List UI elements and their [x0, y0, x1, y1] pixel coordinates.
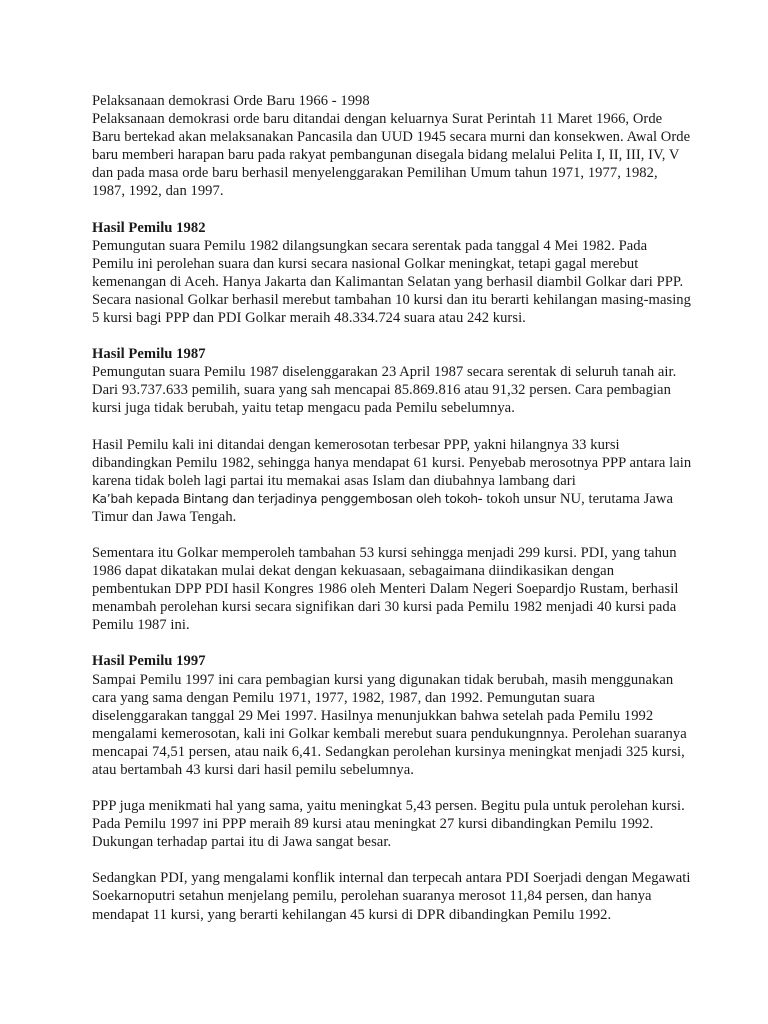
section-heading-1982: Hasil Pemilu 1982 — [92, 219, 206, 236]
section-heading-1997: Hasil Pemilu 1997 — [92, 653, 206, 670]
section-1987-paragraph-2-part-b: Ka’bah kepada Bintang dan terjadinya penggembosan oleh tokoh — [92, 491, 478, 506]
section-1987-paragraph-2-part-a: Hasil Pemilu kali ini ditandai dengan kemerosotan terbesar PPP, yakni hilangnya 33 kursi dibandingkan Pemilu 1982, sehingga hanya mendapat 61 kursi. Penyebab merosotnya PPP antara lain karena tidak boleh lagi partai itu memakai asas Islam dan diubahnya lambang dari — [92, 436, 692, 489]
section-1987-paragraph-3: Sementara itu Golkar memperoleh tambahan 53 kursi sehingga menjadi 299 kursi. PDI, yang tahun 1986 dapat dikatakan mulai dekat dengan kekuasaan, sebagaimana diindikasikan dengan pembentukan DPP PDI hasil Kongres 1986 oleh Menteri Dalam Negeri Soepardjo Rustam, berhasil menambah perolehan kursi secara signifikan dari 30 kursi pada Pemilu 1982 menjadi 40 kursi pada Pemilu 1987 ini. — [92, 544, 679, 634]
paragraph-spacer — [92, 851, 692, 869]
paragraph-spacer — [92, 201, 692, 219]
paragraph-spacer — [92, 327, 692, 345]
document-title: Pelaksanaan demokrasi Orde Baru 1966 - 1998 — [92, 93, 370, 109]
paragraph-spacer — [92, 779, 692, 797]
paragraph-spacer — [92, 418, 692, 436]
section-1997-paragraph-2: PPP juga menikmati hal yang sama, yaitu meningkat 5,43 persen. Begitu pula untuk perolehan kursi. Pada Pemilu 1997 ini PPP meraih 89 kursi atau meningkat 27 kursi dibandingkan Pemilu 1992. Dukungan terhadap partai itu di Jawa sangat besar. — [92, 798, 685, 851]
section-1997-paragraph-1: Sampai Pemilu 1997 ini cara pembagian kursi yang digunakan tidak berubah, masih menggunakan cara yang sama dengan Pemilu 1971, 1977, 1982, 1987, dan 1992. Pemungutan suara diselenggarakan tanggal 29 Mei 1997. Hasilnya menunjukkan bahwa setelah pada Pemilu 1992 mengalami kemerosotan, kali ini Golkar kembali merebut suara pendukungnnya. Perolehan suaranya mencapai 74,51 persen, atau naik 6,41. Sedangkan perolehan kursinya meningkat menjadi 325 kursi, atau bertambah 43 kursi dari hasil pemilu sebelumnya. — [92, 671, 687, 778]
section-1997-paragraph-3: Sedangkan PDI, yang mengalami konflik internal dan terpecah antara PDI Soerjadi dengan Megawati Soekarnoputri setahun menjelang pemilu, perolehan suaranya merosot 11,84 persen, dan hanya mendapat 11 kursi, yang berarti kehilangan 45 kursi di DPR dibandingkan Pemilu 1992. — [92, 870, 691, 923]
section-1987-paragraph-2 — [92, 436, 692, 526]
paragraph-spacer — [92, 634, 692, 652]
paragraph-spacer — [92, 526, 692, 544]
document-page — [92, 92, 692, 924]
section-1982-paragraph: Pemungutan suara Pemilu 1982 dilangsungkan secara serentak pada tanggal 4 Mei 1982. Pada Pemilu ini perolehan suara dan kursi secara nasional Golkar meningkat, tetapi gagal merebut kemenangan di Aceh. Hanya Jakarta dan Kalimantan Selatan yang berhasil diambil Golkar dari PPP. Secara nasional Golkar berhasil merebut tambahan 10 kursi dan itu berarti kehilangan masing-masing 5 kursi bagi PPP dan PDI Golkar meraih 48.334.724 suara atau 242 kursi. — [92, 237, 692, 327]
intro-paragraph: Pelaksanaan demokrasi orde baru ditandai dengan keluarnya Surat Perintah 11 Maret 1966, Orde Baru bertekad akan melaksanakan Pancasila dan UUD 1945 secara murni dan konsekwen. Awal Orde baru memberi harapan baru pada rakyat pembangunan disegala bidang melalui Pelita I, II, III, IV, V dan pada masa orde baru berhasil menyelenggarakan Pemilihan Umum tahun 1971, 1977, 1982, 1987, 1992, dan 1997. — [92, 111, 691, 200]
section-1987-paragraph-1: Pemungutan suara Pemilu 1987 diselenggarakan 23 April 1987 secara serentak di seluruh tanah air. Dari 93.737.633 pemilih, suara yang sah mencapai 85.869.816 atau 91,32 persen. Cara pembagian kursi juga tidak berubah, yaitu tetap mengacu pada Pemilu sebelumnya. — [92, 364, 677, 417]
section-1987-paragraph-2-part-c: - tokoh unsur NU, terutama Jawa Timur dan Jawa Tengah. — [92, 490, 673, 525]
section-heading-1987: Hasil Pemilu 1987 — [92, 346, 206, 363]
